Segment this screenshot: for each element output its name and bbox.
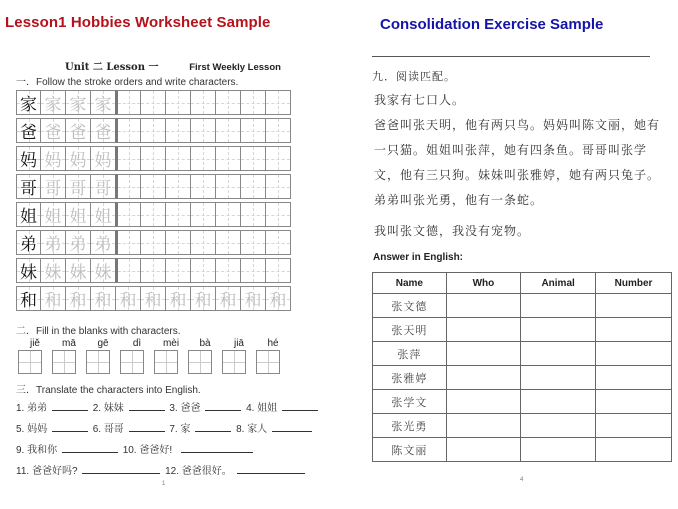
trace-character: 和 bbox=[66, 286, 91, 311]
number-cell[interactable] bbox=[596, 294, 672, 318]
trace-character: 和 bbox=[141, 286, 166, 311]
trace-character: 弟 bbox=[66, 230, 91, 255]
practice-cell[interactable] bbox=[141, 174, 166, 199]
who-cell[interactable] bbox=[446, 390, 521, 414]
who-cell[interactable] bbox=[446, 342, 521, 366]
practice-cell[interactable] bbox=[191, 118, 216, 143]
fill-in-box[interactable] bbox=[256, 350, 280, 374]
stroke-row bbox=[16, 90, 291, 115]
answer-blank[interactable] bbox=[181, 443, 253, 453]
pinyin-row bbox=[18, 338, 290, 349]
trace-character: 姐 bbox=[41, 202, 66, 227]
practice-cell[interactable] bbox=[191, 90, 216, 115]
item-text: 妈妈 bbox=[27, 424, 48, 435]
item-number: 12. bbox=[165, 466, 179, 477]
name-cell: 张萍 bbox=[373, 342, 447, 366]
pinyin-label: mā bbox=[62, 338, 76, 349]
practice-cell[interactable] bbox=[166, 174, 191, 199]
header-name: Name bbox=[373, 273, 447, 294]
trace-character: 和 bbox=[166, 286, 191, 311]
divider-rule bbox=[372, 56, 650, 57]
trace-character: 妹 bbox=[91, 258, 116, 283]
passage-line-5: 弟弟叫张光勇，他有一条蛇。 bbox=[374, 193, 544, 207]
practice-cell[interactable] bbox=[166, 202, 191, 227]
who-cell[interactable] bbox=[446, 318, 521, 342]
item-text: 妹妹 bbox=[103, 403, 124, 414]
name-cell: 张雅婷 bbox=[373, 366, 447, 390]
answer-blank[interactable] bbox=[52, 401, 88, 411]
practice-cell[interactable] bbox=[141, 230, 166, 255]
section2-heading: 二．Fill in the blanks with characters. bbox=[16, 326, 181, 337]
practice-cell[interactable] bbox=[216, 146, 241, 171]
table-row bbox=[373, 294, 672, 318]
answer-blank[interactable] bbox=[272, 422, 312, 432]
trace-character: 妈 bbox=[66, 146, 91, 171]
table-row bbox=[373, 318, 672, 342]
item-text: 爸爸很好。 bbox=[181, 466, 232, 477]
fill-in-box[interactable] bbox=[222, 350, 246, 374]
trace-character: 弟 bbox=[41, 230, 66, 255]
item-text: 爸爸好吗? bbox=[31, 466, 78, 477]
practice-cell[interactable] bbox=[266, 146, 291, 171]
item-number: 1. bbox=[16, 403, 25, 414]
pinyin-label: gē bbox=[97, 338, 109, 349]
model-character: 和 bbox=[16, 286, 41, 311]
table-row bbox=[373, 414, 672, 438]
trace-character: 妹 bbox=[41, 258, 66, 283]
practice-cell[interactable] bbox=[241, 258, 266, 283]
animal-cell[interactable] bbox=[521, 390, 596, 414]
animal-cell[interactable] bbox=[521, 342, 596, 366]
who-cell[interactable] bbox=[446, 294, 521, 318]
practice-cell[interactable] bbox=[266, 174, 291, 199]
unit-heading bbox=[65, 58, 281, 73]
item-number: 5. bbox=[16, 424, 25, 435]
number-cell[interactable] bbox=[596, 342, 672, 366]
practice-cell[interactable] bbox=[216, 230, 241, 255]
item-number: 6. bbox=[92, 424, 102, 435]
trace-character: 妈 bbox=[41, 146, 66, 171]
header-animal: Animal bbox=[521, 273, 596, 294]
item-number: 7. bbox=[169, 424, 178, 435]
stroke-row bbox=[16, 258, 291, 283]
model-character: 家 bbox=[16, 90, 41, 115]
name-cell: 张文德 bbox=[373, 294, 447, 318]
item-number: 11. bbox=[16, 466, 30, 477]
animal-cell[interactable] bbox=[521, 294, 596, 318]
translate-line-2 bbox=[16, 420, 314, 435]
answer-blank[interactable] bbox=[205, 401, 241, 411]
trace-character: 姐 bbox=[91, 202, 116, 227]
answer-blank[interactable] bbox=[129, 422, 165, 432]
passage-line-6: 我叫张文德，我没有宠物。 bbox=[374, 224, 531, 238]
model-character: 姐 bbox=[16, 202, 41, 227]
trace-character: 和 bbox=[241, 286, 266, 311]
item-text: 弟弟 bbox=[27, 403, 48, 414]
practice-cell[interactable] bbox=[141, 202, 166, 227]
trace-character: 和 bbox=[266, 286, 291, 311]
fill-in-box[interactable] bbox=[52, 350, 76, 374]
item-text: 家 bbox=[180, 424, 191, 435]
answer-blank[interactable] bbox=[282, 401, 318, 411]
table-row bbox=[373, 342, 672, 366]
stroke-row bbox=[16, 174, 291, 199]
trace-character: 哥 bbox=[91, 174, 116, 199]
practice-cell[interactable] bbox=[216, 258, 241, 283]
practice-cell[interactable] bbox=[241, 202, 266, 227]
practice-cell[interactable] bbox=[191, 202, 216, 227]
practice-cell[interactable] bbox=[141, 258, 166, 283]
trace-character: 弟 bbox=[91, 230, 116, 255]
practice-cell[interactable] bbox=[116, 230, 141, 255]
answer-blank[interactable] bbox=[237, 464, 305, 474]
pinyin-label: jiā bbox=[233, 338, 244, 349]
animal-cell[interactable] bbox=[521, 366, 596, 390]
model-character: 妹 bbox=[16, 258, 41, 283]
practice-cell[interactable] bbox=[141, 146, 166, 171]
stroke-row bbox=[16, 146, 291, 171]
practice-cell[interactable] bbox=[116, 118, 141, 143]
practice-cell[interactable] bbox=[116, 90, 141, 115]
model-character: 爸 bbox=[16, 118, 41, 143]
practice-cell[interactable] bbox=[266, 258, 291, 283]
section1-heading: 一．Follow the stroke orders and write characters. bbox=[16, 77, 239, 88]
trace-character: 哥 bbox=[41, 174, 66, 199]
practice-cell[interactable] bbox=[241, 146, 266, 171]
stroke-row bbox=[16, 286, 291, 311]
trace-character: 爸 bbox=[41, 118, 66, 143]
practice-cell[interactable] bbox=[216, 118, 241, 143]
number-cell[interactable] bbox=[596, 318, 672, 342]
practice-cell[interactable] bbox=[166, 146, 191, 171]
practice-cell[interactable] bbox=[266, 230, 291, 255]
number-cell[interactable] bbox=[596, 390, 672, 414]
practice-cell[interactable] bbox=[241, 230, 266, 255]
worksheet-title: Lesson1 Hobbies Worksheet Sample bbox=[5, 14, 271, 31]
practice-cell[interactable] bbox=[191, 146, 216, 171]
animal-cell[interactable] bbox=[521, 438, 596, 462]
fill-in-box[interactable] bbox=[120, 350, 144, 374]
practice-cell[interactable] bbox=[216, 90, 241, 115]
item-number: 10. bbox=[122, 445, 137, 456]
pinyin-label: dì bbox=[132, 338, 142, 349]
practice-cell[interactable] bbox=[191, 258, 216, 283]
pinyin-label: hé bbox=[267, 338, 279, 349]
item-text: 我和你 bbox=[27, 445, 58, 456]
model-character: 妈 bbox=[16, 146, 41, 171]
passage-line-1: 我家有七口人。 bbox=[374, 93, 466, 107]
trace-character: 和 bbox=[91, 286, 116, 311]
passage-line-3: 一只猫。姐姐叫张萍，她有四条鱼。哥哥叫张学 bbox=[374, 143, 648, 157]
table-row bbox=[373, 438, 672, 462]
fill-in-box[interactable] bbox=[18, 350, 42, 374]
practice-cell[interactable] bbox=[266, 118, 291, 143]
fill-box-row bbox=[18, 350, 290, 374]
table-header-row bbox=[373, 273, 672, 294]
trace-character: 爸 bbox=[91, 118, 116, 143]
header-number: Number bbox=[596, 273, 672, 294]
practice-cell[interactable] bbox=[166, 118, 191, 143]
item-text: 哥哥 bbox=[103, 424, 124, 435]
item-number: 3. bbox=[169, 403, 178, 414]
page-number: 4 bbox=[520, 477, 524, 483]
trace-character: 和 bbox=[116, 286, 141, 311]
animal-cell[interactable] bbox=[521, 414, 596, 438]
name-cell: 张天明 bbox=[373, 318, 447, 342]
number-cell[interactable] bbox=[596, 366, 672, 390]
name-cell: 陈文丽 bbox=[373, 438, 447, 462]
practice-cell[interactable] bbox=[166, 90, 191, 115]
who-cell[interactable] bbox=[446, 366, 521, 390]
trace-character: 哥 bbox=[66, 174, 91, 199]
translate-line-4 bbox=[16, 462, 307, 477]
stroke-practice-grid bbox=[16, 90, 291, 314]
passage-line-2: 爸爸叫张天明，他有两只鸟。妈妈叫陈文丽，她有 bbox=[374, 118, 661, 132]
table-row bbox=[373, 366, 672, 390]
practice-cell[interactable] bbox=[241, 174, 266, 199]
trace-character: 家 bbox=[66, 90, 91, 115]
practice-cell[interactable] bbox=[266, 90, 291, 115]
answer-blank[interactable] bbox=[52, 422, 88, 432]
practice-cell[interactable] bbox=[241, 118, 266, 143]
trace-character: 姐 bbox=[66, 202, 91, 227]
animal-cell[interactable] bbox=[521, 318, 596, 342]
fill-in-box[interactable] bbox=[154, 350, 178, 374]
section3-heading: 三．Translate the characters into English. bbox=[16, 385, 201, 396]
item-number: 9. bbox=[16, 445, 25, 456]
answer-table bbox=[372, 272, 672, 462]
practice-cell[interactable] bbox=[116, 202, 141, 227]
item-number: 8. bbox=[236, 424, 245, 435]
answer-label: Answer in English: bbox=[373, 252, 464, 263]
section9-heading: 九．阅读匹配。 bbox=[372, 70, 456, 83]
item-number: 2. bbox=[92, 403, 102, 414]
practice-cell[interactable] bbox=[116, 174, 141, 199]
page-number: 1 bbox=[162, 481, 166, 487]
number-cell[interactable] bbox=[596, 414, 672, 438]
translate-line-1 bbox=[16, 399, 320, 414]
answer-blank[interactable] bbox=[195, 422, 231, 432]
model-character: 弟 bbox=[16, 230, 41, 255]
name-cell: 张学文 bbox=[373, 390, 447, 414]
lesson-label: First Weekly Lesson bbox=[189, 62, 281, 73]
answer-blank[interactable] bbox=[129, 401, 165, 411]
pinyin-label: bà bbox=[199, 338, 211, 349]
trace-character: 家 bbox=[91, 90, 116, 115]
passage-line-4: 文，他有三只狗。妹妹叫张雅婷，她有两只兔子。 bbox=[374, 168, 661, 182]
practice-cell[interactable] bbox=[116, 258, 141, 283]
who-cell[interactable] bbox=[446, 438, 521, 462]
item-text: 姐姐 bbox=[257, 403, 278, 414]
trace-character: 妹 bbox=[66, 258, 91, 283]
item-number: 4. bbox=[246, 403, 255, 414]
trace-character: 和 bbox=[41, 286, 66, 311]
stroke-row bbox=[16, 230, 291, 255]
stroke-row bbox=[16, 202, 291, 227]
practice-cell[interactable] bbox=[241, 90, 266, 115]
practice-cell[interactable] bbox=[191, 230, 216, 255]
table-row bbox=[373, 390, 672, 414]
trace-character: 妈 bbox=[91, 146, 116, 171]
practice-cell[interactable] bbox=[141, 118, 166, 143]
practice-cell[interactable] bbox=[116, 146, 141, 171]
exercise-title: Consolidation Exercise Sample bbox=[380, 16, 604, 33]
stroke-row bbox=[16, 118, 291, 143]
fill-in-box[interactable] bbox=[86, 350, 110, 374]
practice-cell[interactable] bbox=[141, 90, 166, 115]
practice-cell[interactable] bbox=[266, 202, 291, 227]
practice-cell[interactable] bbox=[166, 230, 191, 255]
trace-character: 和 bbox=[216, 286, 241, 311]
who-cell[interactable] bbox=[446, 414, 521, 438]
trace-character: 爸 bbox=[66, 118, 91, 143]
number-cell[interactable] bbox=[596, 438, 672, 462]
answer-blank[interactable] bbox=[82, 464, 160, 474]
trace-character: 和 bbox=[191, 286, 216, 311]
name-cell: 张光勇 bbox=[373, 414, 447, 438]
answer-blank[interactable] bbox=[62, 443, 118, 453]
item-text: 爸爸 bbox=[180, 403, 201, 414]
header-who: Who bbox=[446, 273, 521, 294]
unit-label: Unit 二 Lesson 一 bbox=[65, 62, 159, 73]
practice-cell[interactable] bbox=[216, 202, 241, 227]
practice-cell[interactable] bbox=[191, 174, 216, 199]
practice-cell[interactable] bbox=[216, 174, 241, 199]
pinyin-label: mèi bbox=[162, 338, 180, 349]
item-text: 家人 bbox=[247, 424, 268, 435]
model-character: 哥 bbox=[16, 174, 41, 199]
trace-character: 家 bbox=[41, 90, 66, 115]
pinyin-label: jiě bbox=[29, 338, 40, 349]
translate-line-3 bbox=[16, 441, 255, 456]
item-text: 爸爸好! bbox=[139, 445, 173, 456]
practice-cell[interactable] bbox=[166, 258, 191, 283]
fill-in-box[interactable] bbox=[188, 350, 212, 374]
